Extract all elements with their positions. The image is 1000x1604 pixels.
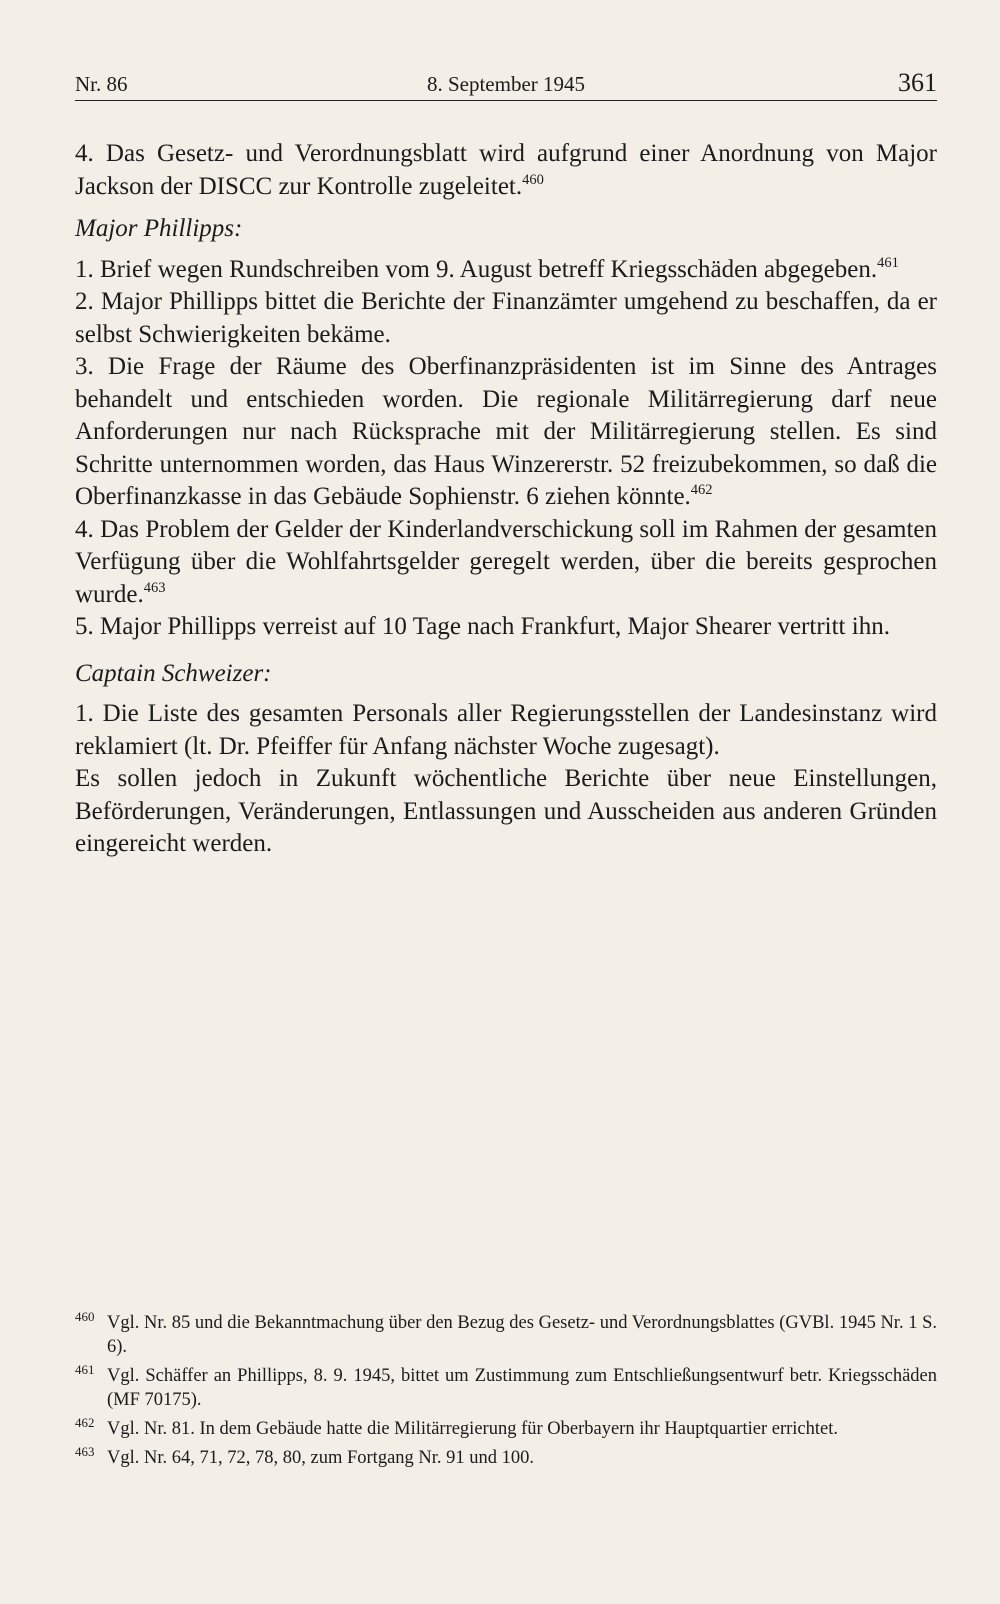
footnote <box>75 1311 937 1359</box>
list-item-text: Es sollen jedoch in Zukunft wöchentliche Berichte über neue Einstellungen, Beförderungen, Veränderungen, Entlassungen und Ausscheiden aus anderen Gründen eingereicht werden. <box>75 765 937 857</box>
list-item <box>75 286 937 351</box>
list-item <box>75 514 937 612</box>
footnote <box>75 1417 937 1441</box>
footnote-number: 460 <box>75 1309 95 1324</box>
page-header <box>75 70 937 101</box>
list-item-text: 1. Die Liste des gesamten Personals aller Regierungsstellen der Landesinstanz wird reklamiert (lt. Dr. Pfeiffer für Anfang nächster Woche zugesagt). <box>75 700 937 760</box>
document-number: Nr. 86 <box>75 72 128 96</box>
footnote-text: Vgl. Nr. 85 und die Bekanntmachung über den Bezug des Gesetz- und Verordnungsblattes (GVBl. 1945 Nr. 1 S. 6). <box>107 1313 937 1357</box>
list-item-text: 2. Major Phillipps bittet die Berichte der Finanzämter umgehend zu beschaffen, da er selbst Schwierigkeiten bekäme. <box>75 288 937 348</box>
list-item <box>75 698 937 763</box>
footnote-number: 462 <box>75 1415 95 1430</box>
paragraph-item-4 <box>75 138 937 203</box>
section-heading-schweizer: Captain Schweizer: <box>75 659 272 687</box>
header-date: 8. September 1945 <box>426 72 586 96</box>
footnote-ref: 460 <box>522 171 544 188</box>
list-item-text: 5. Major Phillipps verreist auf 10 Tage nach Frankfurt, Major Shearer vertritt ihn. <box>75 613 890 640</box>
list-item-text: 3. Die Frage der Räume des Oberfinanzpräsidenten ist im Sinne des Antrages behandelt und entschieden worden. Die regionale Militärregierung darf neue Anforderungen nur nach Rücksprache mit der Militärregierung stellen. Es sind Schritte unternommen worden, das Haus Winzererstr. 52 freizubekommen, so daß die Oberfinanzkasse in das Gebäude Sophienstr. 6 ziehen könnte. <box>75 353 937 510</box>
section-heading-phillipps: Major Phillipps: <box>75 215 243 242</box>
list-item-text: 4. Das Problem der Gelder der Kinderlandverschickung soll im Rahmen der gesamten Verfügung über die Wohlfahrtsgelder geregelt werden, über die bereits gesprochen wurde. <box>75 515 937 608</box>
footnote-text: Vgl. Nr. 81. In dem Gebäude hatte die Militärregierung für Oberbayern ihr Hauptquartier errichtet. <box>107 1419 838 1439</box>
footnote-number: 463 <box>75 1444 95 1459</box>
page-number: 361 <box>898 68 937 97</box>
list-item <box>75 254 937 287</box>
paragraph-text: 4. Das Gesetz- und Verordnungsblatt wird aufgrund einer Anordnung von Major Jackson der DISCC zur Kontrolle zugeleitet. <box>75 140 937 200</box>
footnote-ref: 461 <box>877 254 899 271</box>
footnote <box>75 1364 937 1412</box>
list-item <box>75 351 937 514</box>
list-item <box>75 611 937 644</box>
footnote-ref: 462 <box>690 481 713 498</box>
footnote-text: Vgl. Nr. 64, 71, 72, 78, 80, zum Fortgang Nr. 91 und 100. <box>107 1448 535 1468</box>
footnote-number: 461 <box>75 1362 95 1377</box>
footnote-text: Vgl. Schäffer an Phillipps, 8. 9. 1945, bittet um Zustimmung zum Entschließungsentwurf betr. Kriegsschäden (MF 70175). <box>107 1366 937 1410</box>
footnotes <box>75 1311 937 1475</box>
main-text <box>75 138 937 861</box>
footnote-ref: 463 <box>143 579 166 596</box>
footnote <box>75 1446 937 1470</box>
list-item <box>75 763 937 861</box>
list-item-text: 1. Brief wegen Rundschreiben vom 9. August betreff Kriegsschäden abgegeben. <box>75 255 878 283</box>
